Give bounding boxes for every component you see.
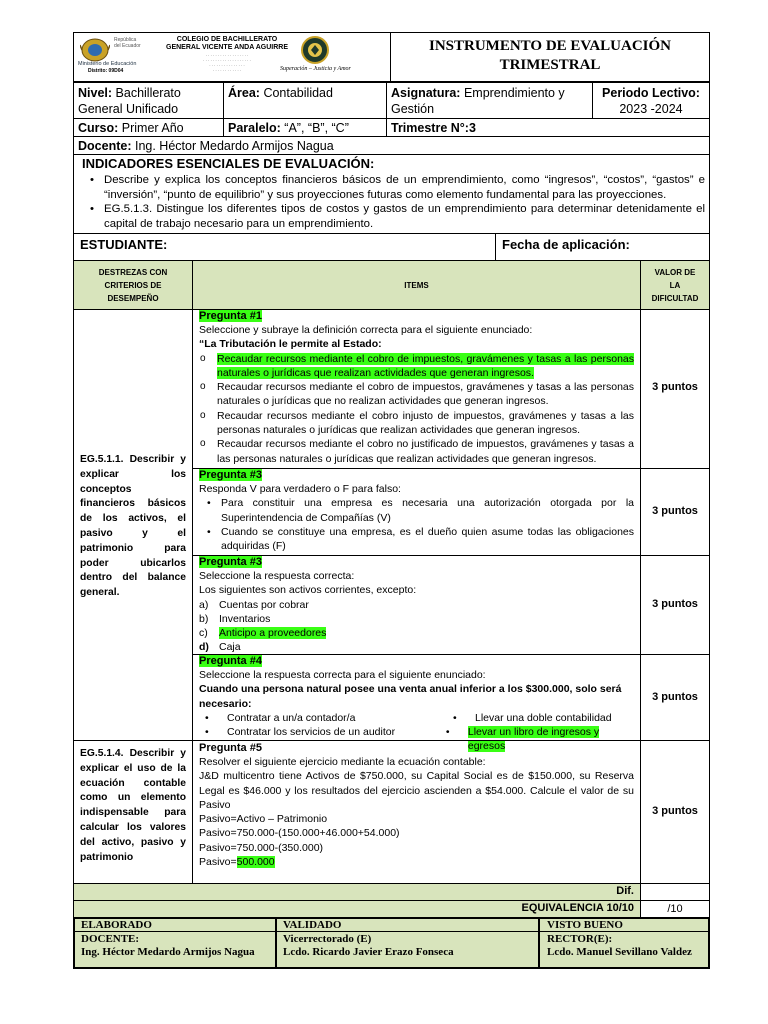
doc-title-line1: INSTRUMENTO DE EVALUACIÓN bbox=[429, 38, 671, 54]
signature-table bbox=[73, 917, 710, 969]
question-1-title: Pregunta #1 bbox=[199, 310, 262, 322]
visto-bueno-label: VISTO BUENO bbox=[547, 919, 623, 931]
equivalence-value-cell: /10 bbox=[640, 900, 710, 918]
question-3-cell bbox=[192, 555, 641, 655]
nivel-value: Bachillerato General Unificado bbox=[78, 86, 181, 116]
curso-cell bbox=[73, 118, 224, 137]
curso-label: Curso: bbox=[78, 121, 119, 135]
question-3-statement: Los siguientes son activos corrientes, excepto: bbox=[199, 584, 417, 597]
question-2-instruction: Responda V para verdadero o F para falso: bbox=[199, 483, 401, 495]
student-label: ESTUDIANTE: bbox=[80, 237, 168, 252]
doc-title-line2: TRIMESTRAL bbox=[499, 57, 601, 73]
question-2-cell bbox=[192, 468, 641, 556]
district: Distrito: 09D04 bbox=[88, 68, 124, 74]
school-motto: Superación – Justicia y Amor bbox=[280, 66, 351, 72]
header-logo-box bbox=[73, 32, 391, 82]
trimestre-cell: Trimestre N°:3 bbox=[386, 118, 710, 137]
indicator-item: • Describe y explica los conceptos financieros básicos de un emprendimiento, como “ingresos”, “costos”, “gastos” e “inversión”, “punto de equilibrio” y sus proyecciones futuras como elemento fundamental para las proyecciones. bbox=[104, 173, 705, 202]
indicators-box bbox=[73, 154, 710, 234]
question-1-cell bbox=[192, 309, 641, 469]
ministry-emblem-icon bbox=[80, 37, 110, 63]
curso-value: Primer Año bbox=[121, 121, 184, 135]
question-5-title: Pregunta #5 bbox=[199, 742, 262, 754]
docente-cell bbox=[73, 136, 710, 155]
asignatura-value: Emprendimiento y Gestión bbox=[391, 86, 565, 116]
ministry-name: Ministerio de Educación bbox=[78, 61, 137, 67]
docente-label: Docente: bbox=[78, 139, 132, 153]
paralelo-label: Paralelo: bbox=[228, 121, 281, 135]
docente-signature-name: Ing. Héctor Medardo Armijos Nagua bbox=[81, 946, 255, 958]
ministry-brand: República del Ecuador bbox=[114, 37, 141, 49]
header-title-box bbox=[390, 32, 710, 82]
option-b[interactable]: b) Inventarios bbox=[199, 612, 271, 625]
option-item[interactable]: o Recaudar recursos mediante el cobro de impuestos, gravámenes y tasas a las personas naturales o jurídicas que realizan actividades que generan ingresos. bbox=[217, 352, 634, 381]
option-a[interactable]: a) Cuentas por cobrar bbox=[199, 598, 309, 611]
question-3-title: Pregunta #3 bbox=[199, 556, 262, 568]
skill-cell-2 bbox=[73, 740, 193, 884]
question-1-points: 3 puntos bbox=[640, 309, 710, 469]
col-header-value: VALOR DE LA DIFICULTAD bbox=[640, 260, 710, 310]
option-d[interactable]: d) Caja bbox=[199, 641, 241, 654]
rector-role: RECTOR(E): bbox=[547, 933, 613, 945]
question-5-instruction: Resolver el siguiente ejercicio mediante la ecuación contable: bbox=[199, 756, 486, 768]
question-5-points: 3 puntos bbox=[640, 740, 710, 884]
col-header-skills: DESTREZAS CON CRITERIOS DE DESEMPEÑO bbox=[73, 260, 193, 310]
nivel-cell bbox=[73, 82, 224, 119]
school-address: · · · · · · · · · · · · · · · · · · · · · · · · · · · · · · · · · · · · · · · · · · · · · · · · · · · · · · · · · · · · · · · · · bbox=[203, 53, 251, 73]
validado-label: VALIDADO bbox=[283, 919, 342, 931]
question-1-options bbox=[199, 352, 634, 466]
question-2-items bbox=[199, 496, 634, 553]
skill-cell-1 bbox=[73, 309, 193, 741]
question-3-instruction: Seleccione la respuesta correcta: bbox=[199, 570, 355, 582]
periodo-label: Periodo Lectivo: bbox=[602, 86, 700, 100]
periodo-value: 2023 -2024 bbox=[619, 102, 683, 116]
option-item[interactable]: • Contratar a un/a contador/a bbox=[205, 711, 356, 724]
question-5-text: J&D multicentro tiene Activos de $750.000, su Capital Social es de $150.000, su Reserva Legal es $46.000 y los resultados del ejercicio ascienden a $54.000. Calcule el valor de su Pasivo bbox=[199, 770, 634, 811]
school-name-line2: GENERAL VICENTE ANDA AGUIRRE bbox=[166, 44, 288, 51]
rector-signature-name: Lcdo. Manuel Sevillano Valdez bbox=[547, 946, 692, 958]
skill-text-2: EG.5.1.4. Describir y explicar el uso de la ecuación contable como un elemento indispensable para calcular los valores del activo, pasivo y patrimonio bbox=[80, 748, 186, 863]
asignatura-label: Asignatura: bbox=[391, 86, 461, 100]
area-cell bbox=[223, 82, 387, 119]
option-c[interactable]: c) Anticipo a proveedores bbox=[199, 627, 327, 640]
true-false-item[interactable]: • Para constituir una empresa es necesaria una autorización otorgada por la Superintendencia de Compañías (V) bbox=[221, 496, 634, 525]
area-label: Área: bbox=[228, 86, 260, 100]
col-header-items: ITEMS bbox=[192, 260, 641, 310]
elaborado-label: ELABORADO bbox=[81, 919, 152, 931]
question-3-points: 3 puntos bbox=[640, 555, 710, 655]
option-item[interactable]: o Recaudar recursos mediante el cobro injusto de impuestos, gravámenes y tasas a las personas naturales o jurídicas que realizan actividades que generan ingresos. bbox=[217, 409, 634, 438]
asignatura-cell bbox=[386, 82, 593, 119]
question-2-title: Pregunta #3 bbox=[199, 469, 262, 481]
question-4-points: 3 puntos bbox=[640, 654, 710, 741]
question-1-statement: “La Tributación le permite al Estado: bbox=[199, 338, 382, 351]
school-name-line1: COLEGIO DE BACHILLERATO bbox=[176, 36, 278, 43]
skill-text-1: EG.5.1.1. Describir y explicar los conceptos financieros básicos de los activos, el pasivo y el patrimonio para poder ubicarlos dentro del balance general. bbox=[80, 454, 186, 599]
docente-role: DOCENTE: bbox=[81, 933, 140, 945]
question-5-cell bbox=[192, 740, 641, 884]
option-item[interactable]: o Recaudar recursos mediante el cobro no justificado de impuestos, gravámenes y tasas a las personas naturales o jurídicas que realizan actividades que generan ingresos. bbox=[217, 437, 634, 466]
option-item[interactable]: • Llevar una doble contabilidad bbox=[453, 711, 612, 724]
question-4-title: Pregunta #4 bbox=[199, 655, 262, 667]
dif-label-cell: Dif. bbox=[73, 883, 641, 901]
area-value: Contabilidad bbox=[263, 86, 333, 100]
date-label: Fecha de aplicación: bbox=[502, 237, 630, 252]
indicators-list bbox=[78, 173, 705, 231]
periodo-cell bbox=[592, 82, 710, 119]
paralelo-cell bbox=[223, 118, 387, 137]
equation-result: Pasivo=500.000 bbox=[199, 856, 275, 869]
option-item[interactable]: o Recaudar recursos mediante el cobro de impuestos, gravámenes y tasas a las personas naturales o jurídicas que no realizan actividades que generan ingresos. bbox=[217, 380, 634, 409]
option-item[interactable]: • Llevar un libro de ingresos y egresos bbox=[445, 726, 600, 753]
equivalence-label-cell: EQUIVALENCIA 10/10 bbox=[73, 900, 641, 918]
vice-role: Vicerrectorado (E) bbox=[283, 933, 372, 945]
question-1-instruction: Seleccione y subraye la definición correcta para el siguiente enunciado: bbox=[199, 324, 533, 336]
vice-signature-name: Lcdo. Ricardo Javier Erazo Fonseca bbox=[283, 946, 454, 958]
dif-value-cell bbox=[640, 883, 710, 901]
question-4-statement: Cuando una persona natural posee una venta anual inferior a los $300.000, solo será necesario: bbox=[199, 683, 622, 710]
question-2-points: 3 puntos bbox=[640, 468, 710, 556]
indicators-title: INDICADORES ESENCIALES DE EVALUACIÓN: bbox=[82, 156, 375, 171]
true-false-item[interactable]: • Cuando se constituye una empresa, es el dueño quien asume todas las obligaciones adquiridas (F) bbox=[221, 525, 634, 554]
equation-line: Pasivo=750.000-(350.000) bbox=[199, 841, 324, 854]
nivel-label: Nivel: bbox=[78, 86, 113, 100]
indicator-item: • EG.5.1.3. Distingue los diferentes tipos de costos y gastos de un emprendimiento para determinar detenidamente el capital de trabajo necesario para un emprendimiento. bbox=[104, 202, 705, 231]
date-cell bbox=[495, 233, 710, 261]
equation-line: Pasivo=750.000-(150.000+46.000+54.000) bbox=[199, 827, 400, 840]
school-seal-icon bbox=[299, 35, 331, 65]
question-4-instruction: Seleccione la respuesta correcta para el siguiente enunciado: bbox=[199, 669, 486, 681]
student-cell bbox=[73, 233, 496, 261]
paralelo-value: “A”, “B”, “C” bbox=[284, 121, 349, 135]
option-item[interactable]: • Contratar los servicios de un auditor bbox=[205, 726, 396, 739]
equation-line: Pasivo=Activo – Patrimonio bbox=[199, 813, 328, 826]
docente-value: Ing. Héctor Medardo Armijos Nagua bbox=[134, 139, 334, 153]
